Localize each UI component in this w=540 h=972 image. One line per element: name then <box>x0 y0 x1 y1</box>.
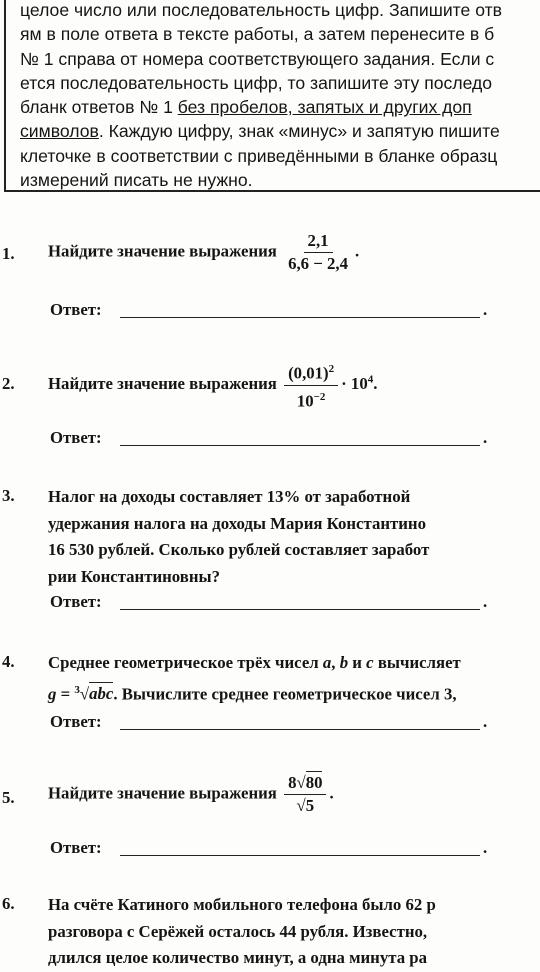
instructions-line: ется последовательность цифр, то запишите эту последо <box>20 72 493 93</box>
fraction-denominator: √5 <box>296 796 315 815</box>
instructions-underlined: без пробелов, запятых и других доп <box>177 97 472 118</box>
task-end: . <box>355 241 360 261</box>
answer-field[interactable] <box>50 838 488 858</box>
task-text-line: разговора с Серёжей осталось 44 рубля. Известно, <box>48 921 428 941</box>
answer-label: Ответ: <box>50 428 102 447</box>
task-text-line: На счёте Катиного мобильного телефона было 62 р <box>48 895 436 914</box>
answer-dot: . <box>483 300 488 319</box>
radical-sign: √ <box>296 796 306 815</box>
task-text-line: рии Константиновны? <box>48 566 220 586</box>
task-number: 2. <box>2 374 15 393</box>
task-prompt: Найдите значение выражения <box>48 373 277 393</box>
answer-dot: . <box>483 592 488 611</box>
task-4-text <box>48 650 540 708</box>
answer-field[interactable] <box>50 592 488 612</box>
task-prompt: Найдите значение выражения <box>48 783 277 803</box>
task-end: . <box>329 783 334 803</box>
instructions-line: № 1 справа от номера соответствующего задания. Если с <box>20 48 495 69</box>
fraction-denominator: 6,6 − 2,4 <box>288 254 348 273</box>
radical-sign: √ <box>79 684 90 704</box>
instructions-line: ям в поле ответа в тексте работы, а затем перенесите в б <box>20 24 495 45</box>
instructions-line <box>20 95 540 119</box>
instructions-underlined: символов <box>20 121 99 142</box>
answer-dot: . <box>483 428 488 447</box>
variable-c: c <box>366 653 374 672</box>
answer-dot: . <box>483 712 488 731</box>
answer-field[interactable] <box>50 428 488 448</box>
answer-label: Ответ: <box>50 592 102 611</box>
task-text-line: g = $^3$√abc. Вычислите среднее геометрическое чисел 3, <box>48 683 457 704</box>
fraction-numerator: $(0,01)^2$ <box>284 358 338 386</box>
task-prompt: Найдите значение выражения <box>48 241 277 261</box>
task-number: 1. <box>2 244 15 263</box>
task-text-line: Среднее геометрическое трёх чисел a, b и c вычисляет <box>48 653 461 672</box>
task-text <box>48 772 334 817</box>
instructions-line: измерений писать не нужно. <box>20 170 253 191</box>
fraction <box>284 230 352 275</box>
task-end: . <box>373 373 378 393</box>
answer-line[interactable] <box>120 445 480 446</box>
answer-dot: . <box>483 838 488 857</box>
answer-line[interactable] <box>120 855 480 856</box>
task-number: 5. <box>2 788 15 807</box>
answer-line[interactable] <box>120 729 480 730</box>
fraction <box>284 772 326 817</box>
answer-field[interactable] <box>50 712 488 732</box>
instructions-text: . Каждую цифру, знак «минус» и запятую пишите <box>98 121 500 142</box>
task-number: 4. <box>2 652 15 671</box>
task-text <box>48 230 359 275</box>
answer-field[interactable] <box>50 300 488 320</box>
answer-line[interactable] <box>120 317 480 318</box>
variable-b: b <box>339 653 349 672</box>
variable-a: a <box>322 653 332 672</box>
fraction-numerator: 8√80 <box>284 772 326 795</box>
answer-label: Ответ: <box>50 712 102 731</box>
variable-g: g <box>48 684 57 704</box>
task-text-line: 16 530 рублей. Сколько рублей составляет заработ <box>48 540 430 559</box>
task-text-line: Налог на доходы составляет 13% от заработной <box>48 487 411 506</box>
radical-sign: √ <box>296 773 306 792</box>
task-number: 6. <box>2 894 15 913</box>
instructions-line <box>20 119 540 143</box>
instructions-text: бланк ответов № 1 <box>20 97 178 118</box>
task-text-line: удержания налога на доходы Мария Константино <box>48 513 426 533</box>
task-number: 3. <box>2 486 15 505</box>
fraction-denominator: $10^{-2}$ <box>296 390 326 411</box>
task-3-text <box>48 484 540 590</box>
task-text-line: длился целое количество минут, а одна минута ра <box>48 948 428 967</box>
fraction-numerator: 2,1 <box>304 230 333 253</box>
instructions-box <box>4 0 540 192</box>
fraction <box>284 358 338 412</box>
answer-label: Ответ: <box>50 838 102 857</box>
expression-tail: · $10^4$ <box>341 373 374 393</box>
instructions-line: целое число или последовательность цифр. Запишите отв <box>20 0 502 20</box>
answer-label: Ответ: <box>50 300 102 319</box>
instructions-line: клеточке в соответствии с приведёнными в бланке образц <box>20 145 498 166</box>
task-text <box>48 358 377 412</box>
root-index: 3 <box>74 683 80 696</box>
answer-line[interactable] <box>120 609 480 610</box>
radicand: abc <box>89 684 114 704</box>
